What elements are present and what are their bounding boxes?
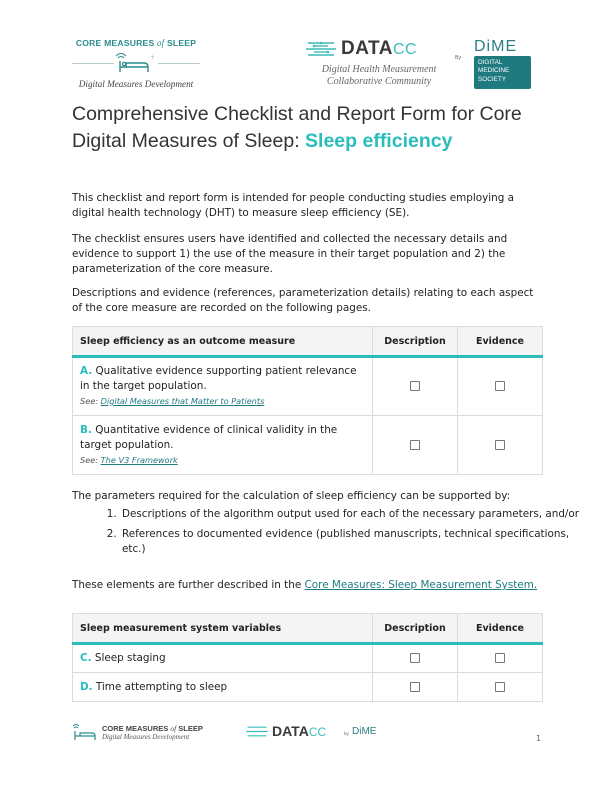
row-letter: D. <box>80 680 93 693</box>
footer-datacc-logo: DATACC <box>246 723 326 739</box>
datacc-wordmark: DATACC <box>341 38 418 59</box>
intro-paragraph-1: This checklist and report form is intended for people conducting studies employing a digital health technology (DHT) to measure sleep efficiency (SE). <box>72 192 514 219</box>
description-checkbox[interactable] <box>410 440 420 450</box>
dime-society-box: DIGITAL MEDICINE SOCIETY <box>474 56 531 89</box>
svg-text:+: + <box>150 54 156 61</box>
row-text: Sleep staging <box>94 652 166 664</box>
row-letter: C. <box>80 652 92 664</box>
bed-wifi-icon <box>72 723 98 741</box>
circuit-lines-icon <box>306 40 336 58</box>
table-header-variables: Sleep measurement system variables <box>73 614 373 644</box>
params-list-item: 2. References to documented evidence (published manuscripts, technical specifications, etc.) <box>120 527 590 557</box>
cms-logo-subtitle: Digital Measures Development <box>78 79 194 89</box>
page-title: Comprehensive Checklist and Report Form for Core Digital Measures of Sleep: Sleep efficiency <box>72 103 522 152</box>
title-accent: Sleep efficiency <box>305 130 453 152</box>
datacc-logo <box>306 38 452 88</box>
params-list <box>72 507 590 562</box>
by-label: By <box>455 55 462 61</box>
divider <box>72 63 114 64</box>
v3-framework-link[interactable]: The V3 Framework <box>100 454 178 465</box>
cms-logo-title: CORE MEASURES of SLEEP <box>75 38 197 48</box>
table-row: B. Quantitative evidence of clinical validity in the target population. See: The V3 Framework <box>73 416 543 475</box>
row-text: Quantitative evidence of clinical validity in the target population. <box>80 423 338 451</box>
footer-cms-logo: CORE MEASURES of SLEEP Digital Measures Development <box>72 723 203 741</box>
evidence-checkbox[interactable] <box>495 653 505 663</box>
datacc-subtitle: Digital Health Measurement Collaborative Community <box>321 64 437 87</box>
measurement-system-table <box>72 613 543 702</box>
evidence-checkbox[interactable] <box>495 381 505 391</box>
table-row: A. Qualitative evidence supporting patient relevance in the target population. See: Digital Measures that Matter to Patients <box>73 357 543 416</box>
divider <box>158 63 200 64</box>
bed-wifi-icon <box>114 52 158 74</box>
row-letter: A. <box>80 365 93 377</box>
core-measures-of-sleep-logo <box>72 38 200 89</box>
dime-wordmark: DiME <box>474 38 518 55</box>
outcome-measure-table <box>72 326 543 475</box>
dime-logo <box>474 38 531 89</box>
table-header-description: Description <box>373 614 458 644</box>
row-letter: B. <box>80 423 92 436</box>
digital-measures-link[interactable]: Digital Measures that Matter to Patients <box>100 396 265 406</box>
table-header-description: Description <box>373 327 458 357</box>
intro-paragraph-2: The checklist ensures users have identified and collected the necessary details and evidence to support 1) the use of the measure in their target population and 2) the parameterization of the core measure. <box>72 233 508 275</box>
footer-dime-logo: DiME <box>352 726 377 737</box>
evidence-checkbox[interactable] <box>495 440 505 450</box>
row-text: Qualitative evidence supporting patient relevance in the target population. <box>80 365 357 392</box>
intro-paragraph-3: Descriptions and evidence (references, parameterization details) relating to each aspect of the core measure are recorded on the following pages. <box>72 287 534 314</box>
page-number: 1 <box>536 734 542 743</box>
description-checkbox[interactable] <box>410 653 420 663</box>
description-checkbox[interactable] <box>410 381 420 391</box>
description-checkbox[interactable] <box>410 682 420 692</box>
table-header-evidence: Evidence <box>458 614 543 644</box>
table-row <box>73 644 543 673</box>
footer-by-label: by <box>344 731 349 736</box>
row-text: Time attempting to sleep <box>95 680 228 693</box>
sleep-measurement-system-link[interactable]: Core Measures: Sleep Measurement System. <box>304 579 538 591</box>
further-described-paragraph: These elements are further described in the Core Measures: Sleep Measurement System. <box>72 579 538 591</box>
table-header-evidence: Evidence <box>458 327 543 357</box>
table-header-measure: Sleep efficiency as an outcome measure <box>73 327 373 357</box>
params-intro: The parameters required for the calculation of sleep efficiency can be supported by: <box>72 490 511 502</box>
table-row <box>73 673 543 702</box>
params-list-item: 1. Descriptions of the algorithm output used for each of the necessary parameters, and/or <box>120 507 590 522</box>
circuit-lines-icon <box>246 725 268 738</box>
evidence-checkbox[interactable] <box>495 682 505 692</box>
